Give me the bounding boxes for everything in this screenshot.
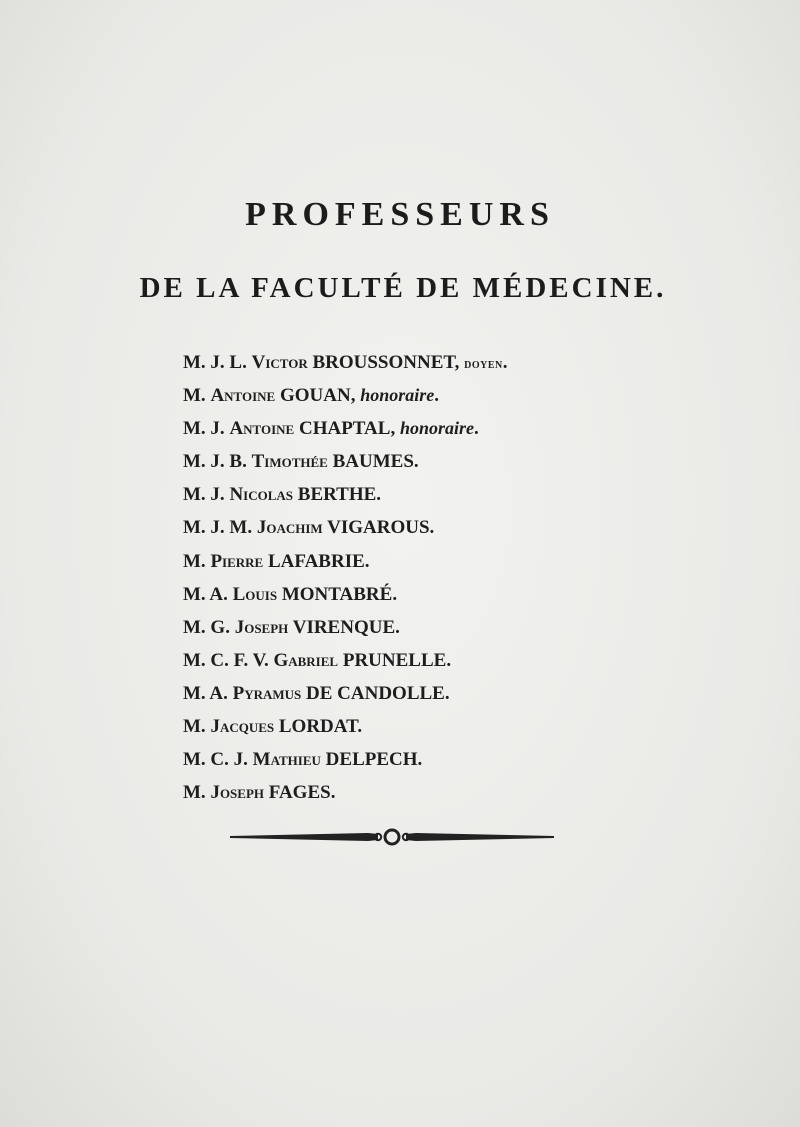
professor-given-name: Joachim bbox=[256, 517, 323, 539]
professor-initials: M. J. M. bbox=[183, 517, 257, 539]
professor-given-name: Antoine bbox=[210, 385, 276, 407]
page-subtitle: DE LA FACULTÉ DE MÉDECINE. bbox=[139, 272, 667, 304]
professor-initials: M. A. bbox=[183, 682, 233, 704]
professor-end-punct: . bbox=[413, 451, 419, 473]
professor-surname: CHAPTAL bbox=[298, 418, 391, 440]
professor-initials: M. J. L. bbox=[183, 352, 252, 373]
professor-entry bbox=[183, 379, 763, 412]
professor-surname: MONTABRÉ bbox=[281, 583, 393, 605]
professor-end-punct: . bbox=[429, 517, 435, 539]
professor-initials: M. bbox=[183, 716, 211, 738]
professor-given-name: Gabriel bbox=[273, 649, 339, 671]
professor-surname: VIGAROUS bbox=[327, 517, 430, 539]
professor-entry bbox=[183, 644, 763, 677]
professor-surname: BAUMES bbox=[332, 451, 414, 473]
professor-list bbox=[183, 346, 763, 809]
professor-surname: DELPECH bbox=[325, 749, 418, 771]
professor-initials: M. C. F. V. bbox=[183, 649, 274, 671]
professor-surname: BROUSSONNET bbox=[312, 352, 455, 373]
professor-entry bbox=[183, 445, 763, 478]
professor-initials: M. J. B. bbox=[183, 451, 252, 473]
professor-initials: M. G. bbox=[183, 616, 235, 638]
horizontal-rule-ornament-icon bbox=[228, 826, 556, 848]
professor-given-name: Jacques bbox=[210, 716, 275, 738]
professor-end-punct: . bbox=[395, 616, 400, 638]
professor-entry bbox=[183, 611, 763, 644]
professor-initials: M. J. bbox=[183, 484, 230, 506]
professor-entry bbox=[183, 412, 763, 445]
professor-given-name: Joseph bbox=[210, 782, 265, 804]
professor-entry bbox=[183, 545, 763, 578]
professor-given-name: Victor bbox=[251, 352, 308, 373]
professor-end-punct: . bbox=[376, 484, 382, 506]
professor-given-name: Nicolas bbox=[229, 484, 294, 506]
professor-given-name: Pyramus bbox=[232, 682, 302, 704]
professor-end-punct: . bbox=[434, 385, 439, 407]
professor-entry bbox=[183, 478, 763, 511]
professor-end-punct: . bbox=[417, 749, 423, 771]
professor-entry bbox=[183, 511, 763, 544]
professor-given-name: Joseph bbox=[234, 616, 289, 638]
professor-end-punct: . bbox=[446, 649, 452, 671]
professor-initials: M. A. bbox=[183, 583, 233, 605]
professor-surname: PRUNELLE bbox=[342, 649, 447, 671]
professor-surname: BERTHE bbox=[297, 484, 377, 506]
professor-end-punct: . bbox=[502, 352, 508, 373]
professor-end-punct: . bbox=[364, 550, 370, 572]
professor-given-name: Mathieu bbox=[252, 749, 321, 771]
professor-end-punct: . bbox=[357, 716, 363, 738]
professor-surname: GOUAN bbox=[279, 385, 351, 407]
professor-end-punct: . bbox=[444, 682, 450, 704]
professor-title: doyen bbox=[464, 357, 503, 372]
professor-separator: , bbox=[390, 418, 400, 440]
professor-initials: M. bbox=[183, 782, 211, 804]
professor-surname: FAGES bbox=[268, 782, 331, 804]
professor-separator: , bbox=[454, 352, 465, 373]
professor-entry bbox=[183, 677, 763, 710]
page-title: PROFESSEURS bbox=[245, 196, 555, 233]
professor-entry bbox=[183, 578, 763, 611]
professor-given-name: Louis bbox=[232, 583, 278, 605]
professor-title: honoraire bbox=[399, 418, 474, 439]
professor-surname: DE CANDOLLE bbox=[306, 682, 445, 704]
professor-initials: M. J. bbox=[183, 418, 230, 440]
professor-title: honoraire bbox=[360, 385, 435, 406]
professor-entry bbox=[183, 346, 763, 379]
professor-given-name: Pierre bbox=[210, 550, 264, 572]
professor-initials: M. C. J. bbox=[183, 749, 253, 771]
professor-given-name: Timothée bbox=[251, 451, 328, 473]
professor-separator: , bbox=[350, 385, 361, 407]
professor-entry bbox=[183, 710, 763, 743]
professor-initials: M. bbox=[183, 385, 211, 407]
professor-surname: LAFABRIE bbox=[267, 550, 365, 572]
professor-entry bbox=[183, 776, 763, 809]
professor-surname: LORDAT bbox=[278, 716, 358, 738]
professor-end-punct: . bbox=[330, 782, 336, 804]
professor-initials: M. bbox=[183, 550, 211, 572]
professor-given-name: Antoine bbox=[229, 418, 295, 440]
professor-surname: VIRENQUE bbox=[292, 616, 396, 638]
professor-entry bbox=[183, 743, 763, 776]
professor-end-punct: . bbox=[392, 583, 398, 605]
professor-end-punct: . bbox=[473, 418, 479, 440]
